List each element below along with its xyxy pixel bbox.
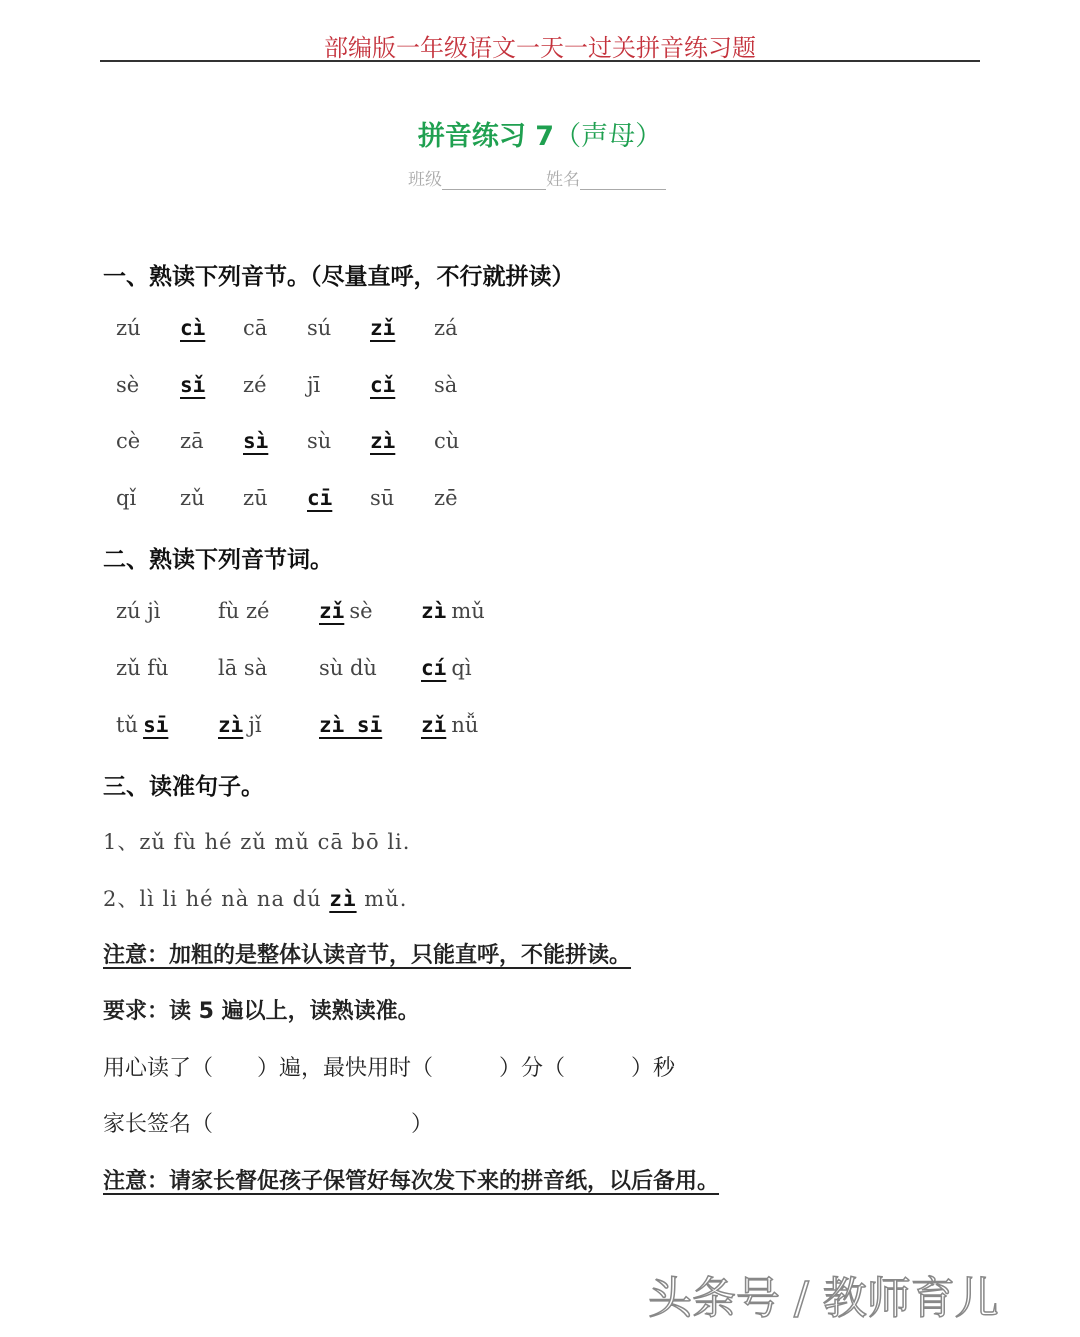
word-syllable: nǚ <box>451 713 479 737</box>
syllable: zā <box>180 429 204 453</box>
syllable: cǐ <box>370 373 396 397</box>
syllable: zē <box>434 486 458 510</box>
class-name-form <box>408 165 666 190</box>
word <box>319 713 382 737</box>
header-title: 部编版一年级语文一天一过关拼音练习题 <box>324 34 756 62</box>
syllable: qǐ <box>116 486 137 510</box>
header-divider <box>100 60 980 62</box>
syllable: sì <box>243 429 269 453</box>
section1-heading: 一、熟读下列音节。（尽量直呼，不行就拼读） <box>103 264 575 290</box>
section3-heading: 三、读准句子。 <box>103 774 264 800</box>
parent-signature: 家长签名（ ） <box>103 1112 434 1137</box>
sentence-2-bold: zì <box>329 887 357 911</box>
syllable: zì <box>370 429 396 453</box>
note-keep-paper: 注意：请家长督促孩子保管好每次发下来的拼音纸，以后备用。 <box>103 1169 720 1194</box>
word-syllable: zǐ <box>319 599 345 623</box>
word-syllable: zǔ fù <box>116 656 169 680</box>
syllable: cù <box>434 429 460 453</box>
word-syllable: zú jì <box>116 599 161 623</box>
word <box>218 656 267 680</box>
note-bold-syllables: 注意：加粗的是整体认读音节，只能直呼，不能拼读。 <box>103 943 632 968</box>
word-syllable: cí <box>421 656 447 680</box>
word <box>319 656 377 680</box>
word-syllable: zì sī <box>319 713 383 737</box>
sentence-2 <box>103 883 407 913</box>
syllable: sù <box>307 429 332 453</box>
syllable: cā <box>243 316 268 340</box>
title-sub: （声母） <box>554 121 663 152</box>
syllable: sǐ <box>180 373 206 397</box>
word <box>116 599 161 623</box>
sentence-2-start: 2、lì li hé nà na dú <box>103 887 330 911</box>
word-syllable: jǐ <box>248 713 262 737</box>
word-syllable: fù zé <box>218 599 270 623</box>
class-blank <box>442 171 546 190</box>
syllable: cī <box>307 486 333 510</box>
word-syllable: zì <box>218 713 244 737</box>
word <box>421 599 485 623</box>
syllable: sè <box>116 373 140 397</box>
syllable: sú <box>307 316 332 340</box>
word-syllable: zì <box>421 599 447 623</box>
word-syllable: tǔ <box>116 713 138 737</box>
syllable: zǔ <box>180 486 205 510</box>
word <box>218 713 262 737</box>
word-syllable: sī <box>143 713 169 737</box>
section2-heading: 二、熟读下列音节词。 <box>103 547 333 573</box>
sentence-1: 1、zǔ fù hé zǔ mǔ cā bō li. <box>103 830 411 854</box>
syllable: cì <box>180 316 206 340</box>
word <box>421 713 478 737</box>
name-blank <box>580 171 666 190</box>
title-main: 拼音练习 7 <box>417 121 555 152</box>
syllable: sà <box>434 373 458 397</box>
requirement: 要求：读 5 遍以上，读熟读准。 <box>103 999 420 1024</box>
class-label: 班级 <box>408 170 442 190</box>
watermark: 头条号 / 教师育儿 <box>648 1273 999 1324</box>
syllable: zū <box>243 486 268 510</box>
syllable: cè <box>116 429 141 453</box>
name-label: 姓名 <box>546 170 580 190</box>
syllable: zú <box>116 316 141 340</box>
word-syllable: qì <box>451 656 472 680</box>
word <box>116 656 169 680</box>
sentence-2-end: mǔ. <box>356 887 408 911</box>
word-syllable: lā sà <box>218 656 268 680</box>
word <box>421 656 472 680</box>
syllable: jī <box>307 373 321 397</box>
syllable: zé <box>243 373 267 397</box>
word <box>116 713 168 737</box>
word-syllable: sù dù <box>319 656 377 680</box>
word-syllable: mǔ <box>451 599 485 623</box>
syllable: zá <box>434 316 458 340</box>
word <box>218 599 269 623</box>
word <box>319 599 373 623</box>
word-syllable: sè <box>349 599 373 623</box>
word-syllable: zǐ <box>421 713 447 737</box>
syllable: sū <box>370 486 395 510</box>
page-title <box>0 114 1080 153</box>
syllable: zǐ <box>370 316 396 340</box>
reading-record: 用心读了（ ）遍，最快用时（ ）分（ ）秒 <box>103 1056 676 1081</box>
